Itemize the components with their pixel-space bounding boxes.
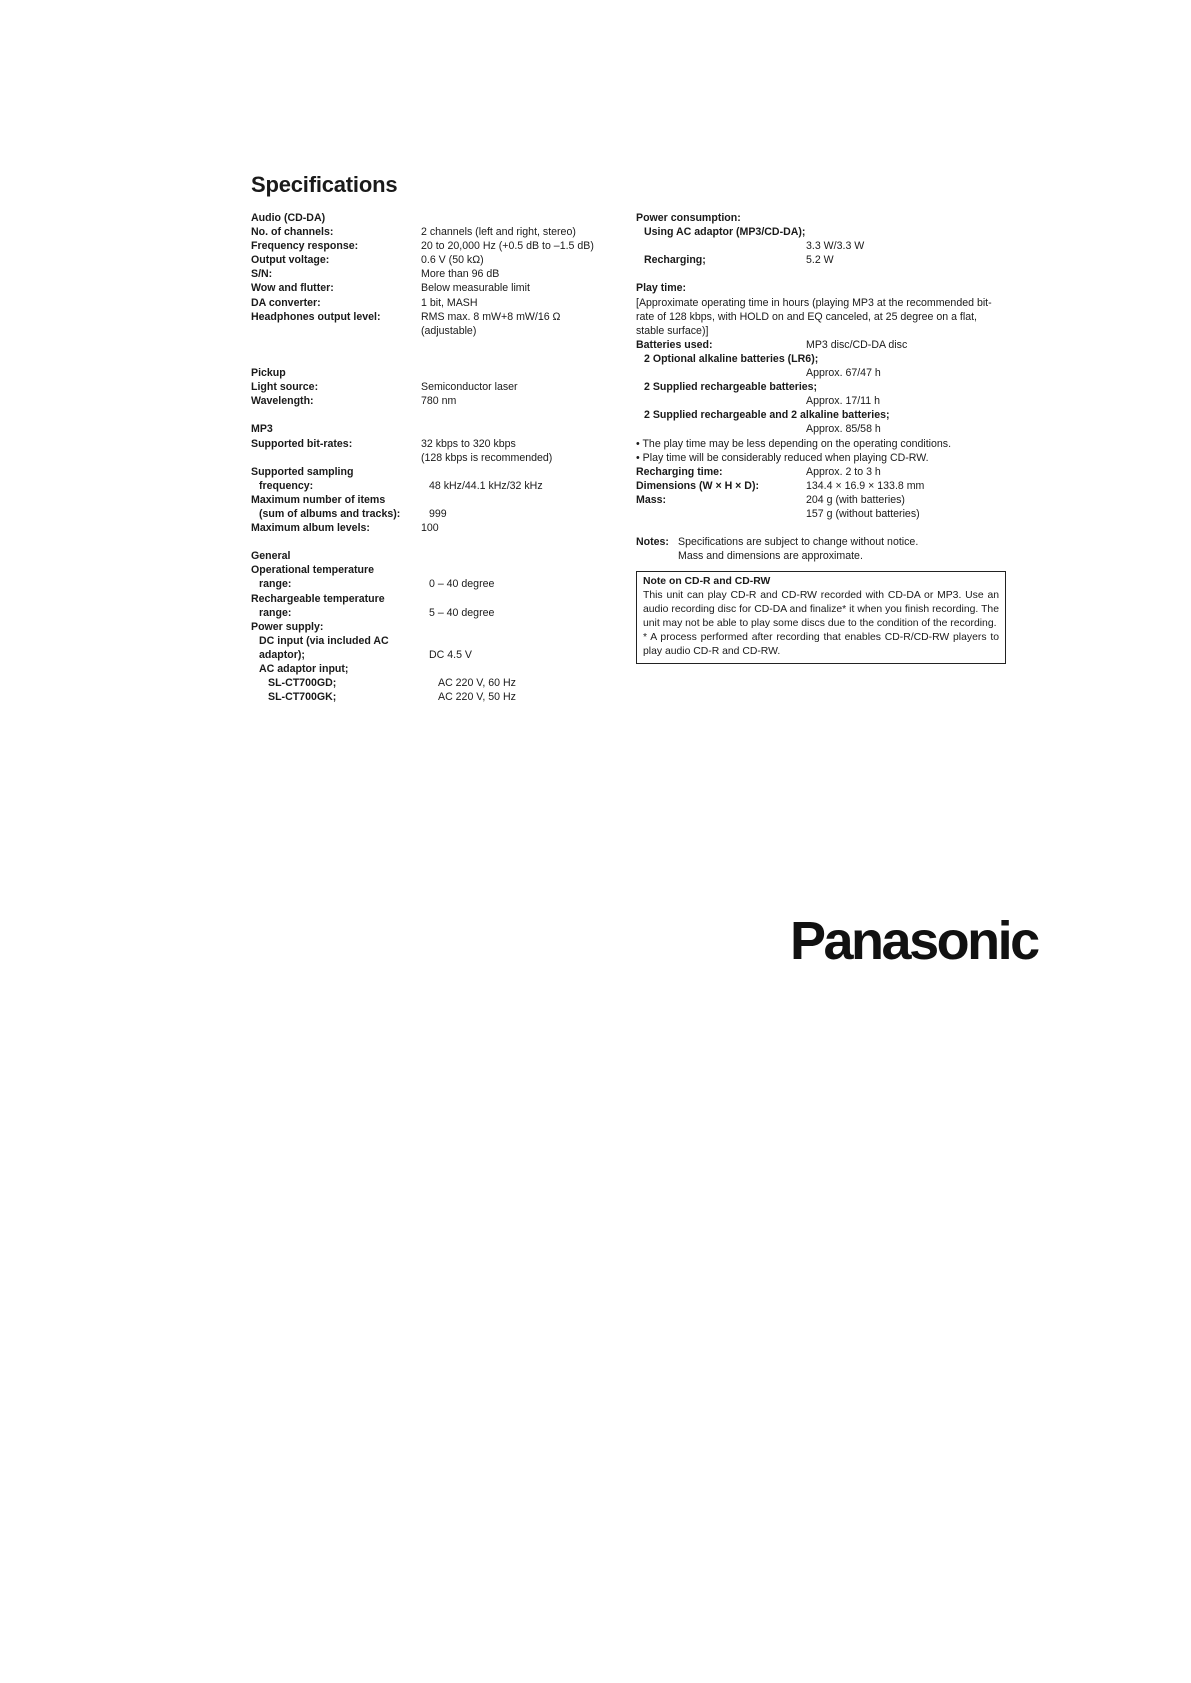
spec-row: DC input (via included AC (259, 634, 389, 647)
spec-row: Batteries used: MP3 disc/CD-DA disc (636, 338, 908, 351)
spec-row: Headphones output level: RMS max. 8 mW+8 mW/16 Ω (251, 310, 561, 323)
spec-row: Frequency response: 20 to 20,000 Hz (+0.5 dB to –1.5 dB) (251, 240, 594, 253)
spec-row: Rechargeable temperature (251, 592, 385, 605)
spec-row: Approx. 17/11 h (806, 395, 881, 408)
spec-row: AC adaptor input; (259, 663, 349, 675)
spec-row: S/N: More than 96 dB (251, 268, 500, 281)
section-heading-mp3: MP3 (251, 423, 273, 436)
spec-row: No. of channels: 2 channels (left and right, stereo) (251, 226, 576, 239)
notes (636, 535, 1006, 563)
spec-row: Wavelength: 780 nm (251, 395, 457, 408)
spec-row: Power supply: (251, 620, 324, 633)
spec-row: Dimensions (W × H × D): 134.4 × 16.9 × 133.8 mm (636, 479, 925, 492)
spec-row: Using AC adaptor (MP3/CD-DA); (644, 226, 806, 239)
spec-row: Recharging time: Approx. 2 to 3 h (636, 465, 881, 478)
spec-row: (128 kbps is recommended) (421, 451, 553, 464)
spec-row: Supported sampling (251, 465, 354, 478)
section-heading-general: General (251, 550, 291, 563)
spec-row: range: 5 – 40 degree (259, 606, 495, 619)
spec-row: (adjustable) (421, 324, 477, 337)
spec-row: 2 Optional alkaline batteries (LR6); (644, 352, 819, 365)
page-title: Specifications (251, 172, 398, 197)
notes-line: Mass and dimensions are approximate. (678, 550, 863, 563)
bullet-note: • The play time may be less depending on the operating conditions. (636, 437, 952, 450)
play-time-description: [Approximate operating time in hours (playing MP3 at the recommended bit-rate of 128 kbps, with HOLD on and EQ canceled, at 25 degree on a flat, stable surface)] (636, 296, 992, 337)
spec-row: 2 Supplied rechargeable batteries; (644, 381, 818, 394)
section-heading-audio: Audio (CD-DA) (251, 212, 326, 224)
spec-row: Mass: 204 g (with batteries) (636, 493, 905, 506)
spec-row: Light source: Semiconductor laser (251, 381, 518, 394)
bullet-note: • Play time will be considerably reduced when playing CD-RW. (636, 451, 929, 464)
notes-line: Specifications are subject to change without notice. (678, 536, 919, 549)
spec-row: Output voltage: 0.6 V (50 kΩ) (251, 254, 484, 267)
note-box-body: This unit can play CD-R and CD-RW recorded with CD-DA or MP3. Use an audio recording disc for CD-DA and finalize* it when you finish recording. The unit may not be able to play some discs due to the condition of the recording. (643, 590, 999, 630)
section-heading-power-consumption: Power consumption: (636, 212, 741, 224)
specs-left-column (251, 211, 631, 704)
spec-row: Approx. 85/58 h (806, 423, 881, 436)
spec-row: DA converter: 1 bit, MASH (251, 296, 478, 309)
spec-row: SL-CT700GK; AC 220 V, 50 Hz (268, 691, 516, 704)
brand-logo: Panasonic (790, 911, 1038, 971)
section-heading-play-time: Play time: (636, 282, 687, 295)
note-box-title: Note on CD-R and CD-RW (643, 576, 771, 588)
spec-row: Wow and flutter: Below measurable limit (251, 282, 530, 295)
spec-row: (sum of albums and tracks): 999 (259, 507, 447, 520)
spec-row: 2 Supplied rechargeable and 2 alkaline batteries; (644, 409, 890, 422)
notes-label: Notes: (636, 536, 669, 549)
spec-row: 3.3 W/3.3 W (806, 240, 865, 253)
spec-row: Recharging; 5.2 W (644, 254, 834, 267)
spec-row: Operational temperature (251, 564, 375, 577)
note-box-footnote: * A process performed after recording that enables CD-R/CD-RW players to play audio CD-R and CD-RW. (643, 631, 999, 657)
spec-row: Supported bit-rates: 32 kbps to 320 kbps (251, 437, 516, 450)
spec-row: SL-CT700GD; AC 220 V, 60 Hz (268, 677, 516, 690)
section-heading-pickup: Pickup (251, 367, 286, 380)
cd-r-note-box (636, 571, 1006, 663)
spec-row: 157 g (without batteries) (806, 507, 920, 520)
spec-row: adaptor); DC 4.5 V (259, 648, 472, 661)
specs-right-column (636, 211, 1006, 664)
spec-row: Maximum number of items (251, 493, 386, 506)
spec-row: range: 0 – 40 degree (259, 578, 495, 591)
spec-row: Maximum album levels: 100 (251, 522, 439, 535)
spec-row: Approx. 67/47 h (806, 367, 881, 380)
spec-row: frequency: 48 kHz/44.1 kHz/32 kHz (259, 479, 543, 492)
